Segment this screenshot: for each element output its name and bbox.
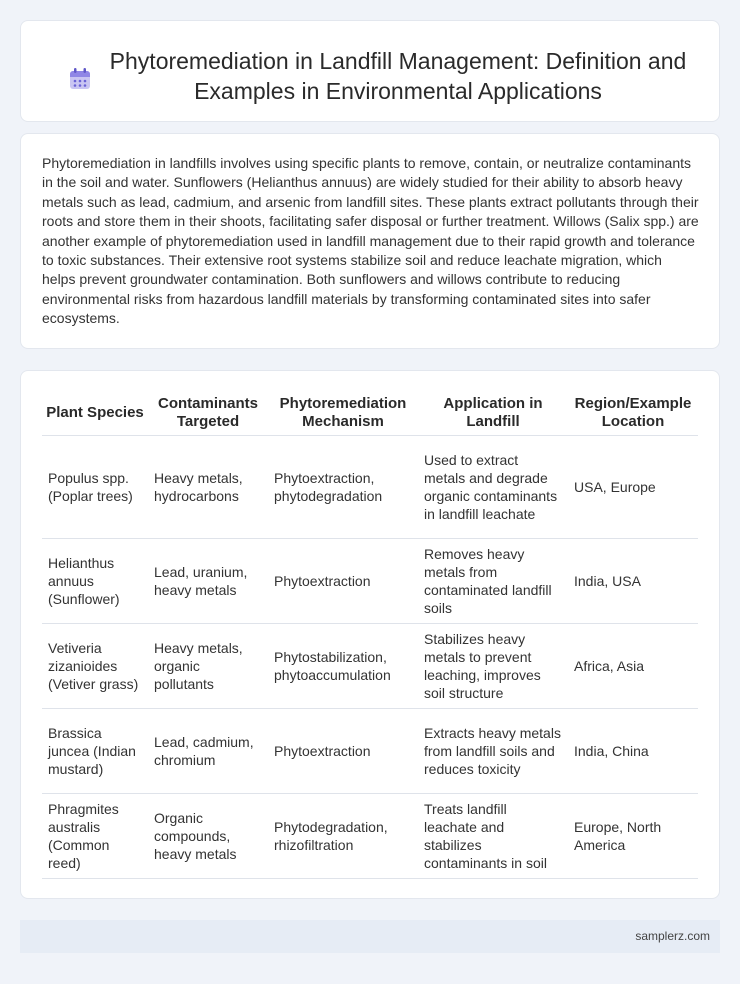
- table-cell: Phragmites australis (Common reed): [42, 794, 148, 879]
- table-cell: Phytodegradation, rhizofiltration: [268, 794, 418, 879]
- footer: [20, 920, 720, 953]
- table-row: [42, 709, 698, 794]
- table-cell: Treats landfill leachate and stabilizes contaminants in soil: [418, 794, 568, 879]
- table-cell: Removes heavy metals from contaminated landfill soils: [418, 539, 568, 624]
- title-card: [20, 20, 720, 122]
- table-cell: Organic compounds, heavy metals: [148, 794, 268, 879]
- table-row: [42, 624, 698, 709]
- column-header: Region/Example Location: [568, 391, 698, 436]
- column-header: Contaminants Targeted: [148, 391, 268, 436]
- table-cell: Used to extract metals and degrade organic contaminants in landfill leachate: [418, 436, 568, 539]
- table-cell: USA, Europe: [568, 436, 698, 539]
- intro-paragraph: Phytoremediation in landfills involves using specific plants to remove, contain, or neutralize contaminants in the soil and water. Sunflowers (Helianthus annuus) are widely studied for their ability to absorb heavy metals such as lead, cadmium, and arsenic from landfill sites. These plants extract pollutants through their roots and store them in their shoots, facilitating safer disposal or further treatment. Willows (Salix spp.) are another example of phytoremediation used in landfill management due to their rapid growth and tolerance to toxic substances. Their extensive root systems stabilize soil and reduce leachate migration, which helps prevent groundwater contamination. Both sunflowers and willows contribute to reducing environmental risks from hazardous landfill materials by transforming contaminated sites into safer ecosystems.: [42, 155, 699, 327]
- table-card: [20, 370, 720, 899]
- table-cell: Phytostabilization, phytoaccumulation: [268, 624, 418, 709]
- column-header: Application in Landfill: [418, 391, 568, 436]
- table-cell: Stabilizes heavy metals to prevent leaching, improves soil structure: [418, 624, 568, 709]
- table-cell: Lead, cadmium, chromium: [148, 709, 268, 794]
- table-cell: India, USA: [568, 539, 698, 624]
- table-cell: Phytoextraction: [268, 539, 418, 624]
- table-cell: Extracts heavy metals from landfill soils and reduces toxicity: [418, 709, 568, 794]
- table-row: [42, 794, 698, 879]
- calendar-icon: [68, 67, 92, 91]
- intro-card: [20, 133, 720, 349]
- table-cell: Phytoextraction, phytodegradation: [268, 436, 418, 539]
- table-cell: Vetiveria zizanioides (Vetiver grass): [42, 624, 148, 709]
- table-cell: Africa, Asia: [568, 624, 698, 709]
- table-cell: Heavy metals, hydrocarbons: [148, 436, 268, 539]
- table-row: [42, 539, 698, 624]
- column-header: Phytoremediation Mechanism: [268, 391, 418, 436]
- table-cell: Brassica juncea (Indian mustard): [42, 709, 148, 794]
- table-cell: Populus spp. (Poplar trees): [42, 436, 148, 539]
- page-title: Phytoremediation in Landfill Management: Definition and Examples in Environmental Applications: [109, 48, 687, 104]
- table-cell: India, China: [568, 709, 698, 794]
- column-header: Plant Species: [42, 391, 148, 436]
- table-cell: Heavy metals, organic pollutants: [148, 624, 268, 709]
- table-cell: Helianthus annuus (Sunflower): [42, 539, 148, 624]
- table-row: [42, 436, 698, 539]
- footer-site-link[interactable]: samplerz.com: [635, 929, 710, 943]
- table-cell: Lead, uranium, heavy metals: [148, 539, 268, 624]
- table-cell: Europe, North America: [568, 794, 698, 879]
- table-header-row: [42, 391, 698, 436]
- table-cell: Phytoextraction: [268, 709, 418, 794]
- phytoremediation-table: [42, 391, 698, 879]
